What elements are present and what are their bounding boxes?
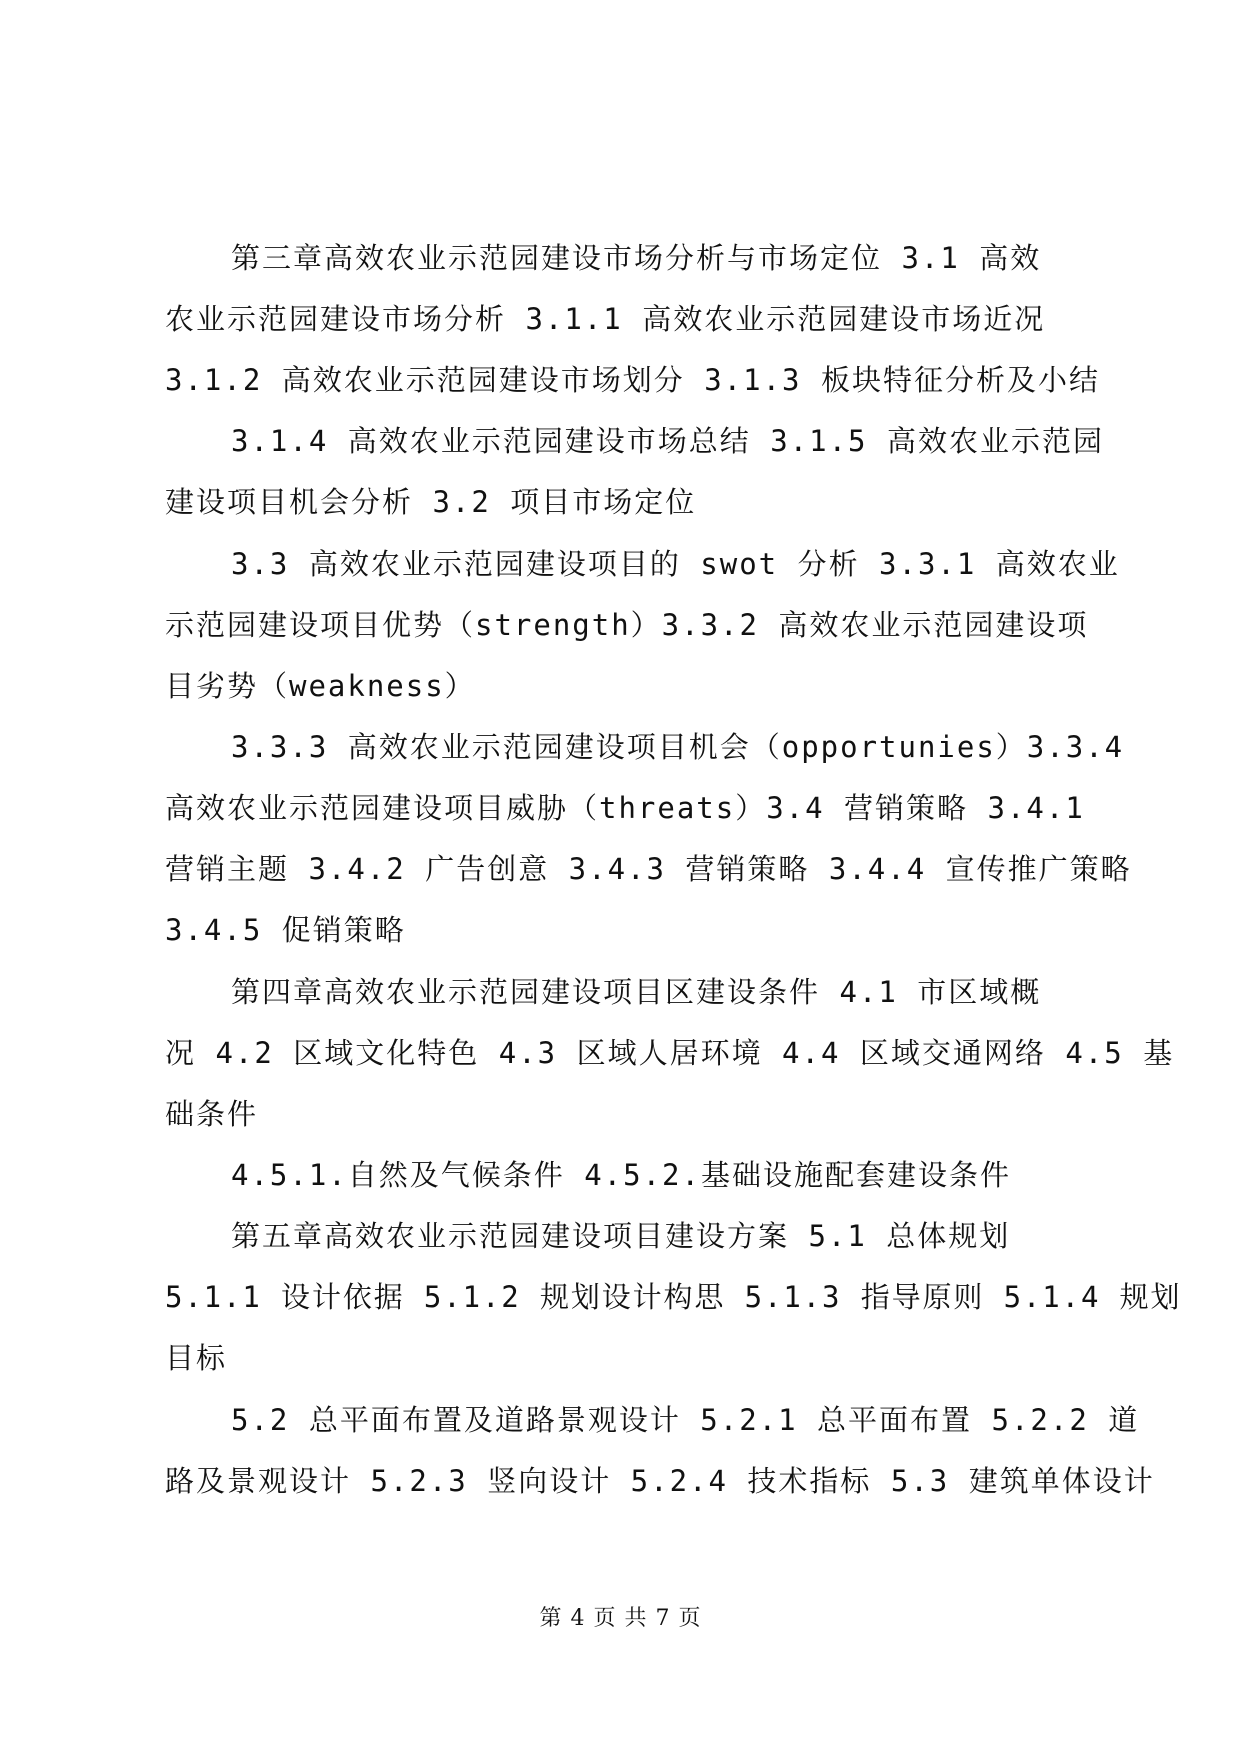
paragraph-7-line-3: 目标 [165, 1341, 228, 1375]
paragraph-5-line-3: 础条件 [165, 1097, 259, 1131]
paragraph-6-line-1: 4.5.1.自然及气候条件 4.5.2.基础设施配套建设条件 [231, 1158, 1011, 1192]
paragraph-1-line-1: 第三章高效农业示范园建设市场分析与市场定位 3.1 高效 [231, 241, 1042, 275]
paragraph-8-line-2: 路及景观设计 5.2.3 竖向设计 5.2.4 技术指标 5.3 建筑单体设计 [165, 1464, 1155, 1498]
paragraph-7-line-1: 第五章高效农业示范园建设项目建设方案 5.1 总体规划 [231, 1219, 1011, 1253]
paragraph-3-line-1: 3.3 高效农业示范园建设项目的 swot 分析 3.3.1 高效农业 [231, 547, 1120, 581]
paragraph-7-line-2: 5.1.1 设计依据 5.1.2 规划设计构思 5.1.3 指导原则 5.1.4 规划 [165, 1280, 1182, 1314]
paragraph-4-line-2: 高效农业示范园建设项目威胁（threats）3.4 营销策略 3.4.1 [165, 791, 1085, 825]
paragraph-2-line-2: 建设项目机会分析 3.2 项目市场定位 [165, 485, 697, 519]
paragraph-5-line-1: 第四章高效农业示范园建设项目区建设条件 4.1 市区域概 [231, 975, 1042, 1009]
paragraph-1-line-3: 3.1.2 高效农业示范园建设市场划分 3.1.3 板块特征分析及小结 [165, 363, 1100, 397]
paragraph-4-line-1: 3.3.3 高效农业示范园建设项目机会（opportunies）3.3.4 [231, 730, 1125, 764]
paragraph-8-line-1: 5.2 总平面布置及道路景观设计 5.2.1 总平面布置 5.2.2 道 [231, 1403, 1140, 1437]
paragraph-2-line-1: 3.1.4 高效农业示范园建设市场总结 3.1.5 高效农业示范园 [231, 424, 1104, 458]
paragraph-1-line-2: 农业示范园建设市场分析 3.1.1 高效农业示范园建设市场近况 [165, 302, 1046, 336]
page-number-footer: 第 4 页 共 7 页 [539, 1606, 702, 1631]
paragraph-4-line-4: 3.4.5 促销策略 [165, 913, 406, 947]
paragraph-3-line-3: 目劣势（weakness） [165, 669, 476, 703]
paragraph-5-line-2: 况 4.2 区域文化特色 4.3 区域人居环境 4.4 区域交通网络 4.5 基 [165, 1036, 1175, 1070]
paragraph-3-line-2: 示范园建设项目优势（strength）3.3.2 高效农业示范园建设项 [165, 608, 1089, 642]
paragraph-4-line-3: 营销主题 3.4.2 广告创意 3.4.3 营销策略 3.4.4 宣传推广策略 [165, 852, 1132, 886]
